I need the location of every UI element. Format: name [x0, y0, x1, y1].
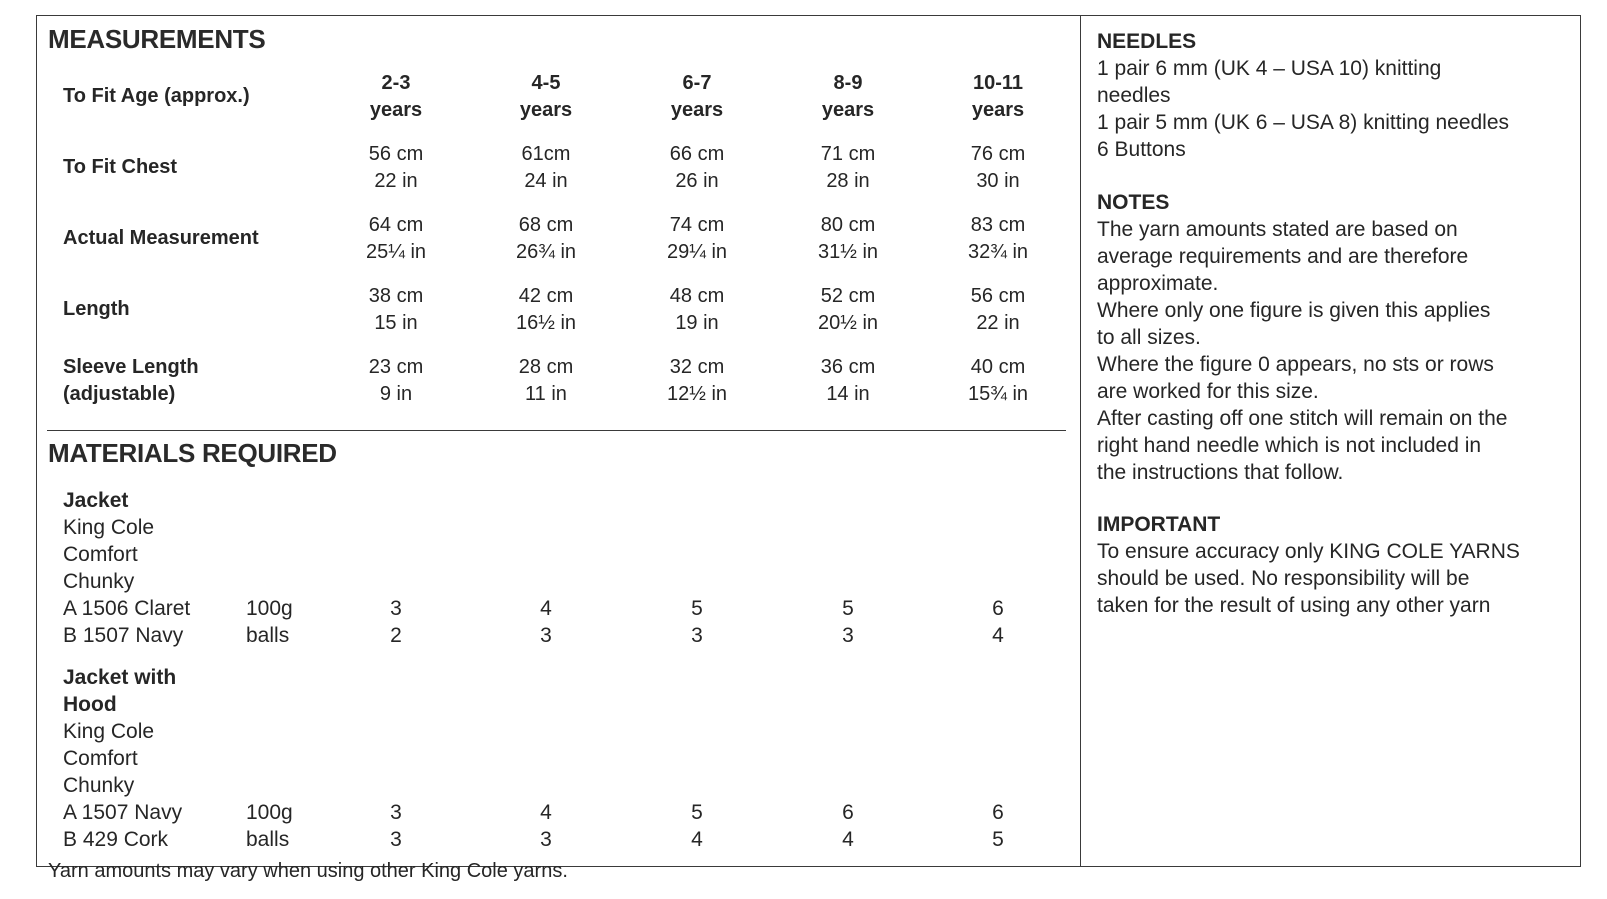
row-label-length: Length — [63, 298, 130, 320]
ball-count: 4 — [540, 597, 552, 620]
measurement-cell: 23 cm 9 in — [368, 356, 424, 405]
yarn-footnote: Yarn amounts may vary when using other King Cole yarns. — [48, 860, 568, 882]
measurement-cell: 74 cm 29¼ in — [666, 214, 728, 263]
notes-line: are worked for this size. — [1097, 380, 1319, 403]
notes-line: The yarn amounts stated are based on — [1097, 218, 1458, 241]
measurement-cell: 52 cm 20½ in — [817, 285, 879, 334]
measurement-cell: 68 cm 26¾ in — [515, 214, 577, 263]
ball-count: 2 — [390, 624, 402, 647]
ball-count: 3 — [540, 828, 552, 851]
notes-line: right hand needle which is not included in — [1097, 434, 1482, 457]
important-line: taken for the result of using any other yarn — [1097, 594, 1491, 617]
measurement-cell: 61cm 24 in — [521, 143, 571, 192]
notes-line: to all sizes. — [1097, 326, 1201, 349]
column-divider — [1080, 15, 1081, 867]
measurement-cell: 40 cm 15¾ in — [967, 356, 1029, 405]
important-section — [1097, 511, 1567, 619]
notes-line: approximate. — [1097, 272, 1219, 295]
measurement-cell: 80 cm 31½ in — [817, 214, 879, 263]
color-label: B 429 Cork — [63, 828, 169, 851]
needles-title: NEEDLES — [1097, 30, 1197, 53]
size-header: 4-5 years — [519, 72, 573, 121]
ball-count: 5 — [992, 828, 1004, 851]
unit-label: 100g — [246, 801, 293, 824]
ball-count: 3 — [390, 597, 402, 620]
ball-count: 6 — [992, 597, 1004, 620]
measurement-cell: 83 cm 32¾ in — [967, 214, 1029, 263]
measurement-cell: 56 cm 22 in — [970, 285, 1026, 334]
ball-count: 3 — [691, 624, 703, 647]
ball-count: 6 — [842, 801, 854, 824]
measurement-cell: 36 cm 14 in — [820, 356, 876, 405]
ball-count: 4 — [691, 828, 703, 851]
measurement-cell: 38 cm 15 in — [368, 285, 424, 334]
ball-count: 3 — [540, 624, 552, 647]
section-divider — [47, 430, 1066, 431]
size-header: 6-7 years — [670, 72, 724, 121]
needles-line: needles — [1097, 84, 1171, 107]
measurement-cell: 71 cm 28 in — [820, 143, 876, 192]
ball-count: 4 — [842, 828, 854, 851]
group-name: Jacket — [63, 489, 129, 512]
measurement-cell: 32 cm 12½ in — [666, 356, 728, 405]
measurement-cell: 28 cm 11 in — [518, 356, 574, 405]
notes-line: average requirements and are therefore — [1097, 245, 1469, 268]
ball-count: 5 — [691, 801, 703, 824]
unit-label: 100g — [246, 597, 293, 620]
notes-title: NOTES — [1097, 191, 1170, 214]
ball-count: 5 — [842, 597, 854, 620]
yarn-name: King Cole Comfort Chunky — [63, 516, 155, 593]
color-label: A 1507 Navy — [63, 801, 183, 824]
needles-line: 1 pair 5 mm (UK 6 – USA 8) knitting needles — [1097, 111, 1510, 134]
notes-line: the instructions that follow. — [1097, 461, 1344, 484]
needles-line: 1 pair 6 mm (UK 4 – USA 10) knitting — [1097, 57, 1442, 80]
ball-count: 4 — [540, 801, 552, 824]
notes-section — [1097, 189, 1567, 486]
row-label-chest: To Fit Chest — [63, 156, 178, 178]
measurements-title: MEASUREMENTS — [48, 24, 266, 54]
unit-label: balls — [246, 828, 290, 851]
row-label-age: To Fit Age (approx.) — [63, 85, 250, 107]
notes-line: After casting off one stitch will remain on the — [1097, 407, 1508, 430]
ball-count: 5 — [691, 597, 703, 620]
important-line: should be used. No responsibility will be — [1097, 567, 1470, 590]
size-header: 8-9 years — [821, 72, 875, 121]
measurement-cell: 48 cm 19 in — [669, 285, 725, 334]
ball-count: 3 — [390, 801, 402, 824]
row-label-actual: Actual Measurement — [63, 227, 259, 249]
important-line: To ensure accuracy only KING COLE YARNS — [1097, 540, 1520, 563]
measurement-cell: 42 cm 16½ in — [515, 285, 577, 334]
color-label: B 1507 Navy — [63, 624, 184, 647]
ball-count: 3 — [842, 624, 854, 647]
notes-line: Where only one figure is given this applies — [1097, 299, 1491, 322]
row-label-sleeve: Sleeve Length (adjustable) — [63, 356, 199, 405]
measurement-cell: 64 cm 25¼ in — [365, 214, 427, 263]
unit-label: balls — [246, 624, 290, 647]
ball-count: 6 — [992, 801, 1004, 824]
needles-line: 6 Buttons — [1097, 138, 1186, 161]
notes-line: Where the figure 0 appears, no sts or rows — [1097, 353, 1494, 376]
color-label: A 1506 Claret — [63, 597, 191, 620]
group-name: Jacket with Hood — [63, 666, 177, 716]
ball-count: 4 — [992, 624, 1004, 647]
measurement-cell: 66 cm 26 in — [669, 143, 725, 192]
needles-section — [1097, 28, 1567, 163]
size-header: 2-3 years — [369, 72, 423, 121]
measurement-cell: 56 cm 22 in — [368, 143, 424, 192]
size-header: 10-11 years — [971, 72, 1025, 121]
measurement-cell: 76 cm 30 in — [970, 143, 1026, 192]
ball-count: 3 — [390, 828, 402, 851]
important-title: IMPORTANT — [1097, 513, 1221, 536]
yarn-name: King Cole Comfort Chunky — [63, 720, 155, 797]
materials-title: MATERIALS REQUIRED — [48, 438, 337, 468]
